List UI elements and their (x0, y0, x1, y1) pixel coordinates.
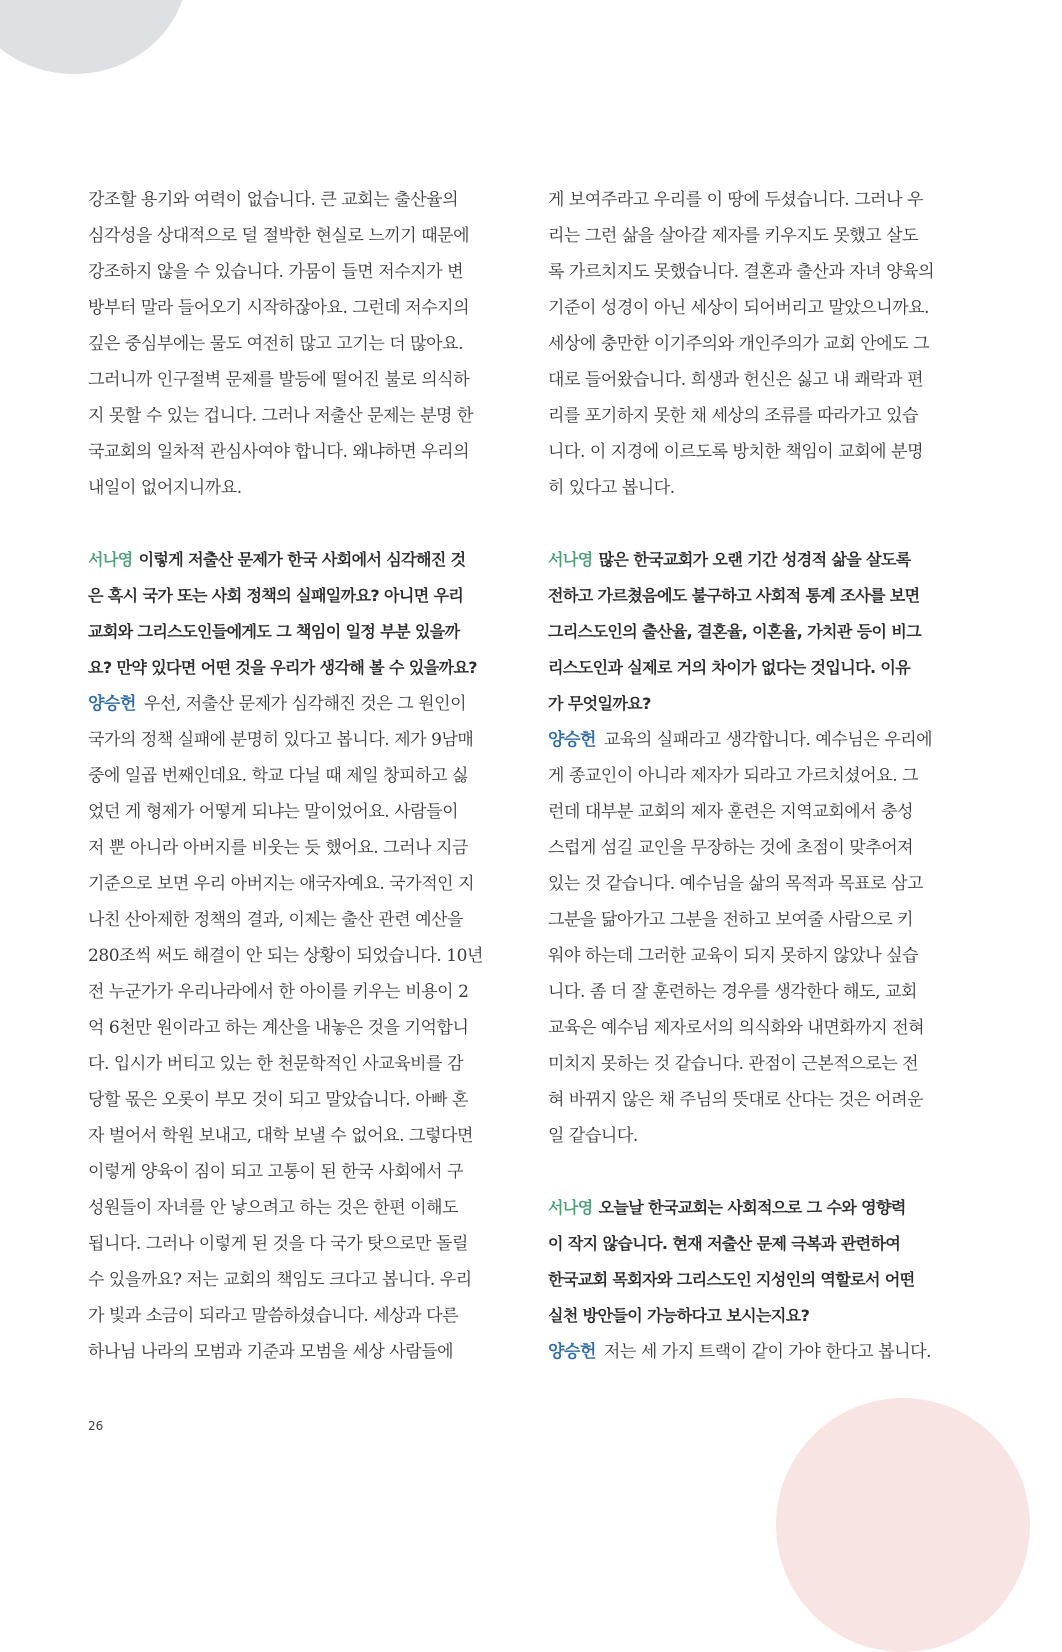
text-line (88, 938, 498, 974)
line-text: 나친 산아제한 정책의 결과, 이제는 출산 관련 예산을 (88, 910, 464, 930)
line-text: 이 작지 않습니다. 현재 저출산 문제 극복과 관련하여 (548, 1234, 901, 1253)
line-text: 리를 포기하지 못한 채 세상의 조류를 따라가고 있습 (548, 406, 919, 426)
question-line (548, 1262, 958, 1298)
line-text: 깊은 중심부에는 물도 여전히 많고 고기는 더 많아요. (88, 334, 464, 354)
line-text: 됩니다. 그러나 이렇게 된 것을 다 국가 탓으로만 돌릴 (88, 1234, 468, 1254)
line-text: 심각성을 상대적으로 덜 절박한 현실로 느끼기 때문에 (88, 226, 470, 246)
answer-line (548, 722, 958, 758)
line-text: 있는 것 같습니다. 예수님을 삶의 목적과 목표로 삼고 (548, 874, 924, 894)
text-line (88, 254, 498, 290)
line-text: 성원들이 자녀를 안 낳으려고 하는 것은 한편 이해도 (88, 1198, 459, 1218)
text-line (548, 866, 958, 902)
question-line (548, 1190, 958, 1226)
answer-line (548, 1334, 958, 1370)
text-line (88, 1046, 498, 1082)
paragraph-gap (548, 506, 958, 542)
text-line (88, 182, 498, 218)
text-line (88, 1118, 498, 1154)
text-line (88, 1082, 498, 1118)
text-line (548, 758, 958, 794)
line-text: 기준으로 보면 우리 아버지는 애국자예요. 국가적인 지 (88, 874, 475, 894)
line-text: 방부터 말라 들어오기 시작하잖아요. 그런데 저수지의 (88, 298, 470, 318)
line-text: 기준이 성경이 아닌 세상이 되어버리고 말았으니까요. (548, 298, 930, 318)
text-line (548, 434, 958, 470)
line-text: 하나님 나라의 모범과 기준과 모범을 세상 사람들에 (88, 1342, 454, 1362)
line-text: 교회와 그리스도인들에게도 그 책임이 일정 부분 있을까 (88, 622, 460, 641)
line-text: 교육은 예수님 제자로서의 의식화와 내면화까지 전혀 (548, 1018, 925, 1038)
line-text: 었던 게 형제가 어떻게 되냐는 말이었어요. 사람들이 (88, 802, 459, 822)
right-column (548, 182, 958, 1370)
line-text: 이렇게 저출산 문제가 한국 사회에서 심각해진 것 (138, 550, 466, 569)
question-line (88, 578, 498, 614)
line-text: 니다. 좀 더 잘 훈련하는 경우를 생각한다 해도, 교회 (548, 982, 917, 1002)
question-line (88, 614, 498, 650)
line-text: 니다. 이 지경에 이르도록 방치한 책임이 교회에 분명 (548, 442, 924, 462)
question-line (548, 1298, 958, 1334)
text-line (548, 218, 958, 254)
question-line (88, 542, 498, 578)
text-line (88, 362, 498, 398)
line-text: 게 종교인이 아니라 제자가 되라고 가르치셨어요. 그 (548, 766, 919, 786)
line-text: 자 벌어서 학원 보내고, 대학 보낼 수 없어요. 그렇다면 (88, 1126, 473, 1146)
text-line (548, 1118, 958, 1154)
line-text: 국가의 정책 실패에 분명히 있다고 봅니다. 제가 9남매 (88, 730, 474, 750)
text-line (548, 182, 958, 218)
question-line (548, 650, 958, 686)
line-text: 한국교회 목회자와 그리스도인 지성인의 역할로서 어떤 (548, 1270, 915, 1289)
line-text: 강조할 용기와 여력이 없습니다. 큰 교회는 출산율의 (88, 190, 459, 210)
line-text: 전하고 가르쳤음에도 불구하고 사회적 통계 조사를 보면 (548, 586, 920, 605)
text-line (548, 470, 958, 506)
question-line (548, 542, 958, 578)
line-text: 가 무엇일까요? (548, 694, 651, 713)
text-line (88, 830, 498, 866)
text-line (548, 254, 958, 290)
line-text: 런데 대부분 교회의 제자 훈련은 지역교회에서 충성 (548, 802, 914, 822)
line-text: 수 있을까요? 저는 교회의 책임도 크다고 봅니다. 우리 (88, 1270, 472, 1290)
speaker-interviewee: 양승헌 (548, 730, 596, 750)
line-text: 미치지 못하는 것 같습니다. 관점이 근본적으로는 전 (548, 1054, 919, 1074)
text-line (548, 938, 958, 974)
line-text: 록 가르치지도 못했습니다. 결혼과 출산과 자녀 양육의 (548, 262, 935, 282)
text-line (88, 794, 498, 830)
line-text: 280조씩 써도 해결이 안 되는 상황이 되었습니다. 10년 (88, 946, 483, 966)
line-text: 저는 세 가지 트랙이 같이 가야 한다고 봅니다. (603, 1342, 932, 1362)
line-text: 당할 몫은 오롯이 부모 것이 되고 말았습니다. 아빠 혼 (88, 1090, 468, 1110)
speaker-interviewer: 서나영 (88, 550, 133, 569)
page-number: 26 (88, 1419, 104, 1433)
line-text: 리는 그런 삶을 살아갈 제자를 키우지도 못했고 살도 (548, 226, 919, 246)
text-line (548, 830, 958, 866)
text-line (548, 1046, 958, 1082)
text-line (88, 398, 498, 434)
left-column (88, 182, 498, 1370)
line-text: 게 보여주라고 우리를 이 땅에 두셨습니다. 그러나 우 (548, 190, 924, 210)
speaker-interviewee: 양승헌 (548, 1342, 596, 1362)
text-line (88, 1226, 498, 1262)
text-line (88, 218, 498, 254)
line-text: 국교회의 일차적 관심사여야 합니다. 왜냐하면 우리의 (88, 442, 470, 462)
text-line (88, 1298, 498, 1334)
text-line (88, 434, 498, 470)
text-line (88, 1154, 498, 1190)
text-line (88, 866, 498, 902)
text-line (88, 1190, 498, 1226)
text-line (88, 722, 498, 758)
text-line (548, 1082, 958, 1118)
line-text: 교육의 실패라고 생각합니다. 예수님은 우리에 (603, 730, 933, 750)
line-text: 오늘날 한국교회는 사회적으로 그 수와 영향력 (598, 1198, 906, 1217)
line-text: 리스도인과 실제로 거의 차이가 없다는 것입니다. 이유 (548, 658, 911, 677)
line-text: 우선, 저출산 문제가 심각해진 것은 그 원인이 (143, 694, 467, 714)
text-line (88, 470, 498, 506)
line-text: 세상에 충만한 이기주의와 개인주의가 교회 안에도 그 (548, 334, 930, 354)
line-text: 그리스도인의 출산율, 결혼율, 이혼율, 가치관 등이 비그 (548, 622, 922, 641)
text-line (88, 902, 498, 938)
line-text: 히 있다고 봅니다. (548, 478, 675, 498)
text-line (88, 326, 498, 362)
text-line (88, 1334, 498, 1370)
text-line (88, 1262, 498, 1298)
line-text: 혀 바뀌지 않은 채 주님의 뜻대로 산다는 것은 어려운 (548, 1090, 924, 1110)
text-line (548, 398, 958, 434)
text-line (88, 974, 498, 1010)
text-line (548, 290, 958, 326)
text-line (88, 758, 498, 794)
line-text: 전 누군가가 우리나라에서 한 아이를 키우는 비용이 2 (88, 982, 469, 1002)
text-line (548, 326, 958, 362)
line-text: 중에 일곱 번째인데요. 학교 다닐 때 제일 창피하고 싫 (88, 766, 468, 786)
text-line (548, 794, 958, 830)
question-line (548, 1226, 958, 1262)
line-text: 많은 한국교회가 오랜 기간 성경적 삶을 살도록 (598, 550, 911, 569)
text-line (548, 1010, 958, 1046)
speaker-interviewee: 양승헌 (88, 694, 136, 714)
line-text: 실천 방안들이 가능하다고 보시는지요? (548, 1306, 810, 1325)
speaker-interviewer: 서나영 (548, 550, 593, 569)
line-text: 요? 만약 있다면 어떤 것을 우리가 생각해 볼 수 있을까요? (88, 658, 477, 677)
question-line (548, 578, 958, 614)
line-text: 강조하지 않을 수 있습니다. 가뭄이 들면 저수지가 변 (88, 262, 464, 282)
line-text: 가 빛과 소금이 되라고 말씀하셨습니다. 세상과 다른 (88, 1306, 459, 1326)
line-text: 스럽게 섬길 교인을 무장하는 것에 초점이 맞추어져 (548, 838, 914, 858)
line-text: 내일이 없어지니까요. (88, 478, 242, 498)
line-text: 그분을 닮아가고 그분을 전하고 보여줄 사람으로 키 (548, 910, 914, 930)
paragraph-gap (88, 506, 498, 542)
line-text: 억 6천만 원이라고 하는 계산을 내놓은 것을 기억합니 (88, 1018, 469, 1038)
line-text: 일 같습니다. (548, 1126, 638, 1146)
text-line (548, 902, 958, 938)
text-line (88, 1010, 498, 1046)
paragraph-gap (548, 1154, 958, 1190)
line-text: 은 혹시 국가 또는 사회 정책의 실패일까요? 아니면 우리 (88, 586, 464, 605)
answer-line (88, 686, 498, 722)
line-text: 그러니까 인구절벽 문제를 발등에 떨어진 불로 의식하 (88, 370, 470, 390)
line-text: 워야 하는데 그러한 교육이 되지 못하지 않았나 싶습 (548, 946, 919, 966)
text-line (548, 974, 958, 1010)
line-text: 저 뿐 아니라 아버지를 비웃는 듯 했어요. 그러나 지금 (88, 838, 468, 858)
decorative-circle-bottom (776, 1398, 1030, 1652)
text-line (88, 290, 498, 326)
line-text: 지 못할 수 있는 겁니다. 그러나 저출산 문제는 분명 한 (88, 406, 473, 426)
question-line (88, 650, 498, 686)
line-text: 대로 들어왔습니다. 희생과 헌신은 싫고 내 쾌락과 편 (548, 370, 924, 390)
decorative-circle-top (0, 0, 188, 74)
speaker-interviewer: 서나영 (548, 1198, 593, 1217)
text-line (548, 362, 958, 398)
line-text: 다. 입시가 버티고 있는 한 천문학적인 사교육비를 감 (88, 1054, 464, 1074)
question-line (548, 614, 958, 650)
line-text: 이렇게 양육이 짐이 되고 고통이 된 한국 사회에서 구 (88, 1162, 464, 1182)
question-line (548, 686, 958, 722)
